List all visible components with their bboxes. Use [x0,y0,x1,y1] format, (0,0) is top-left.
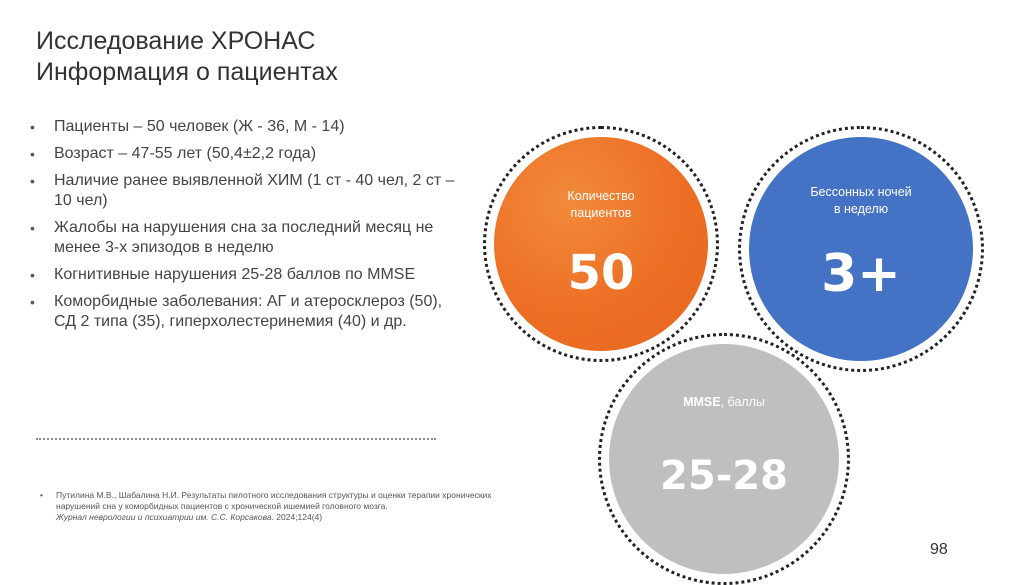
nights-stat-circle [749,137,973,361]
mmse-stat-circle [609,344,839,574]
bullet-marker: • [30,146,35,162]
list-item-text: Наличие ранее выявленной ХИМ (1 ст - 40 чел, 2 ст – 10 чел) [54,172,455,209]
mmse-stat-label: MMSE, баллы [683,395,765,409]
mmse-stat-value: 25-28 [660,453,788,499]
list-item [30,171,460,211]
list-item-text: Коморбидные заболевания: АГ и атеросклероз (50), СД 2 типа (35), гиперхолестеринемия (40) и др. [54,293,443,330]
bullet-marker: • [30,294,35,310]
bullet-marker: • [30,119,35,135]
nights-stat-label: Бессонных ночей в неделю [810,185,912,216]
patients-stat-circle [494,137,708,351]
page-title [36,26,338,88]
title-line-2: Информация о пациентах [36,58,338,86]
reference-journal: Журнал неврологии и психиатрии им. С.С. Корсакова [56,512,272,522]
patient-info-list [30,117,460,339]
list-item [30,265,460,285]
reference-text-block [40,490,510,523]
list-item-text: Жалобы на нарушения сна за последний месяц не менее 3-х эпизодов в неделю [54,219,434,256]
page-number: 98 [930,541,948,558]
nights-stat-value: 3+ [821,244,901,304]
list-item-text: Возраст – 47-55 лет (50,4±2,2 года) [54,145,317,162]
reference-text: Путилина М.В., Шабалина Н.И. Результаты пилотного исследования структуры и оценки терапии хронических нарушений сна у коморбидных пациентов с хронической ишемией головного мозга. [56,490,492,511]
dotted-separator [36,438,436,440]
title-line-1: Исследование ХРОНАС [36,27,316,55]
bullet-marker: • [30,267,35,283]
list-item [30,144,460,164]
list-item-text: Когнитивные нарушения 25-28 баллов по MMSE [54,266,416,283]
list-item [30,292,460,332]
reference-footnote [40,490,510,523]
patients-stat-label: Количество пациентов [567,189,635,220]
bullet-marker: • [30,220,35,236]
bullet-marker: • [30,173,35,189]
patients-stat-value: 50 [567,245,635,301]
list-item [30,218,460,258]
list-item-text: Пациенты – 50 человек (Ж - 36, М - 14) [54,118,345,135]
reference-issue: . 2024;124(4) [271,512,323,522]
list-item [30,117,460,137]
bullet-marker: • [40,490,43,500]
